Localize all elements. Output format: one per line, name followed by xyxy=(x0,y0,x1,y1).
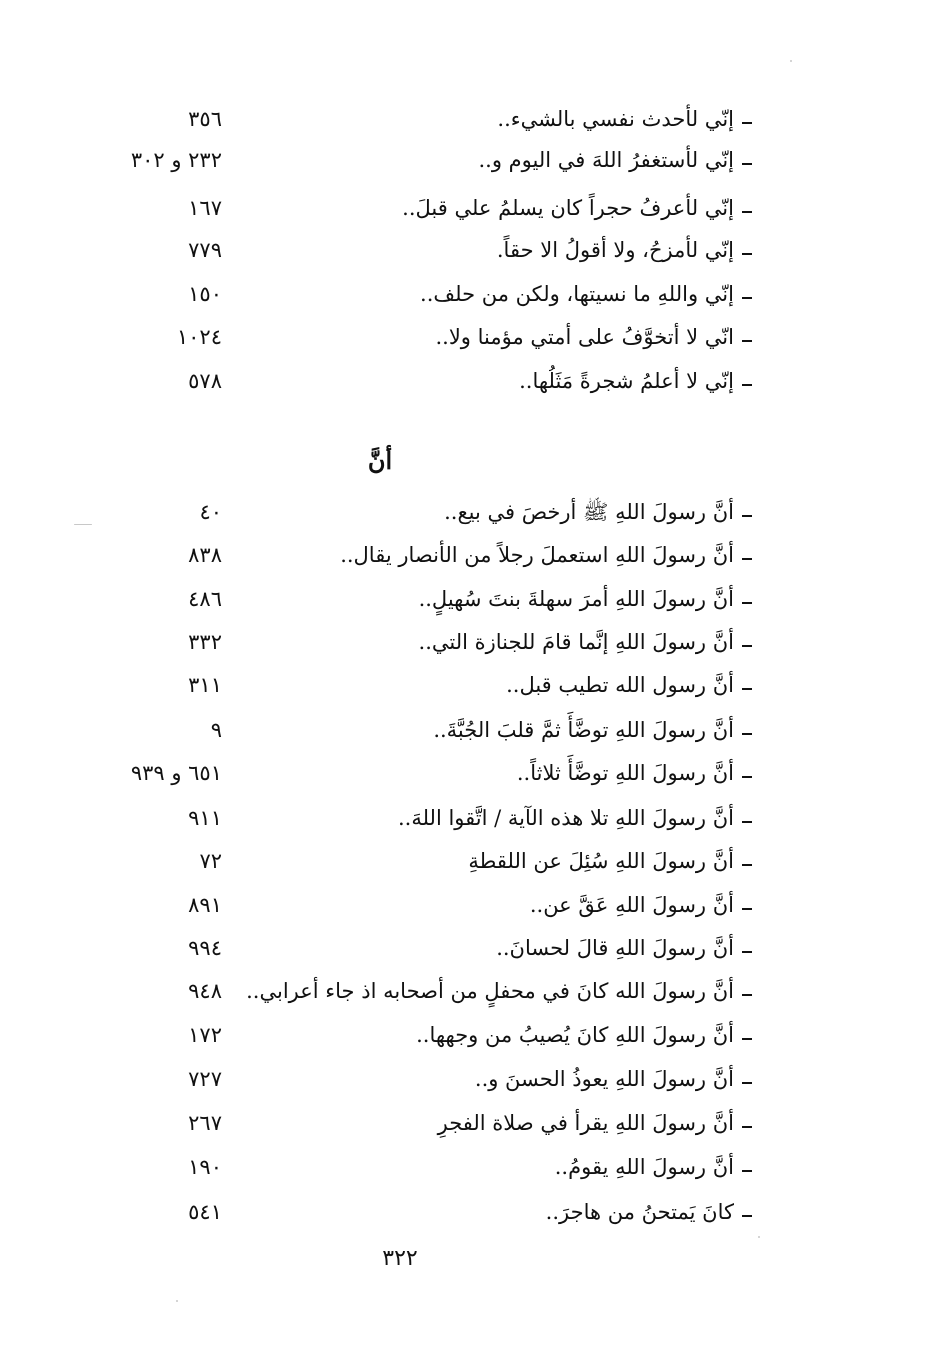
dash-marker xyxy=(742,908,752,910)
index-entry xyxy=(0,490,940,534)
scan-speck xyxy=(74,524,92,525)
entry-text: أنَّ رسولَ اللهِ إنَّما قامَ للجنازة التي.. xyxy=(419,620,752,664)
index-entry xyxy=(0,186,940,230)
dash-marker xyxy=(742,384,752,386)
dash-marker xyxy=(742,163,752,165)
dash-marker xyxy=(742,340,752,342)
dash-marker xyxy=(742,211,752,213)
index-entry xyxy=(0,620,940,664)
entry-text: انّي لا أتخوَّفُ على أمتي مؤمنا ولا.. xyxy=(435,315,752,359)
entry-text: أنَّ رسولَ اللهِ توضَّأَ ثلاثاً.. xyxy=(517,751,752,795)
dash-marker xyxy=(742,994,752,996)
entry-text: أنَّ رسولَ اللهِ استعملَ رجلاً من الأنصار يقال.. xyxy=(340,533,752,577)
entry-page-ref: ٢٦٧ xyxy=(188,1111,222,1135)
dash-marker xyxy=(742,558,752,560)
dash-marker xyxy=(742,864,752,866)
scan-speck xyxy=(790,60,792,62)
index-entry xyxy=(0,533,940,577)
entry-text: إنّي لأعرفُ حجراً كان يسلمُ علي قبلَ.. xyxy=(402,186,752,230)
dash-marker xyxy=(742,1170,752,1172)
dash-marker xyxy=(742,1082,752,1084)
index-entry xyxy=(0,663,940,707)
index-entry xyxy=(0,228,940,272)
entry-page-ref: ٩ xyxy=(210,718,222,742)
index-entry xyxy=(0,1057,940,1101)
dash-marker xyxy=(742,297,752,299)
entry-text: أنَّ رسولَ اللهِ ﷺ أرخصَ في بيع.. xyxy=(444,490,752,534)
entry-page-ref: ٨٩١ xyxy=(188,893,222,917)
entry-text: أنَّ رسولَ اللهِ قالَ لحسانَ.. xyxy=(496,926,752,970)
index-entry xyxy=(0,839,940,883)
index-entry xyxy=(0,97,940,141)
index-entry xyxy=(0,1101,940,1145)
entry-text: أنَّ رسولَ اللهِ يقرأ في صلاة الفجرِ xyxy=(438,1101,752,1145)
entry-page-ref: ١٦٧ xyxy=(188,196,222,220)
entry-text: كانَ يَمتحنُ من هاجرَ.. xyxy=(546,1190,752,1234)
entry-page-ref: ٥٤١ xyxy=(188,1200,222,1224)
entry-page-ref: ١٠٢٤ xyxy=(176,325,222,349)
entry-page-ref: ٢٣٢ و ٣٠٢ xyxy=(130,148,222,172)
entry-page-ref: ٩٤٨ xyxy=(188,979,222,1003)
index-entry xyxy=(0,1145,940,1189)
entry-page-ref: ٧٧٩ xyxy=(188,238,222,262)
entry-text: أنَّ رسولَ اللهِ عَقَّ عن.. xyxy=(530,883,752,927)
entry-page-ref: ٦٥١ و ٩٣٩ xyxy=(130,761,222,785)
dash-marker xyxy=(742,602,752,604)
index-entry xyxy=(0,926,940,970)
entry-text: أنَّ رسولَ اللهِ سُئِلَ عن اللقطةِ xyxy=(468,839,752,883)
section-heading: أنَّ xyxy=(367,446,393,475)
entry-page-ref: ٩٩٤ xyxy=(188,936,222,960)
entry-page-ref: ١٧٢ xyxy=(188,1023,222,1047)
entry-page-ref: ١٥٠ xyxy=(188,282,222,306)
index-entry xyxy=(0,577,940,621)
page-number: ٣٢٢ xyxy=(382,1246,418,1271)
index-entry xyxy=(0,796,940,840)
dash-marker xyxy=(742,122,752,124)
entry-text: أنَّ رسولَ اللهِ أمرَ سهلةَ بنتَ سُهيلٍ.. xyxy=(419,577,752,621)
entry-page-ref: ٨٣٨ xyxy=(188,543,222,567)
entry-page-ref: ٥٧٨ xyxy=(188,369,222,393)
entry-text: أنَّ رسول الله تطيب قبل.. xyxy=(506,663,752,707)
entry-page-ref: ٣٣٢ xyxy=(188,630,222,654)
entry-text: أنَّ رسولَ الله كانَ في محفلٍ من أصحابه اذ جاء أعرابي.. xyxy=(246,969,752,1013)
dash-marker xyxy=(742,515,752,517)
entry-text: إنّي واللهِ ما نسيتها، ولكن من حلف.. xyxy=(420,272,752,316)
index-entry xyxy=(0,1190,940,1234)
index-entry xyxy=(0,359,940,403)
dash-marker xyxy=(742,1215,752,1217)
dash-marker xyxy=(742,645,752,647)
dash-marker xyxy=(742,688,752,690)
entry-text: أنَّ رسولَ اللهِ يعوذُ الحسنَ و.. xyxy=(475,1057,752,1101)
dash-marker xyxy=(742,1038,752,1040)
index-entry xyxy=(0,315,940,359)
index-entry xyxy=(0,272,940,316)
entry-text: أنَّ رسولَ اللهِ كانَ يُصيبُ من وجهها.. xyxy=(416,1013,752,1057)
entry-text: أنَّ رسولَ اللهِ توضَّأَ ثمَّ قلبَ الجُبَّةَ.. xyxy=(433,708,752,752)
dash-marker xyxy=(742,733,752,735)
scan-speck xyxy=(176,1300,178,1302)
entry-page-ref: ٣٥٦ xyxy=(188,107,222,131)
index-entry xyxy=(0,708,940,752)
entry-text: أنَّ رسولَ اللهِ يقومُ.. xyxy=(555,1145,752,1189)
dash-marker xyxy=(742,776,752,778)
entry-text: إنّي لا أعلمُ شجرةً مَثَلُها.. xyxy=(519,359,752,403)
index-entry xyxy=(0,1013,940,1057)
scan-speck xyxy=(758,1236,760,1238)
entry-page-ref: ٣١١ xyxy=(188,673,222,697)
entry-page-ref: ٧٢ xyxy=(199,849,222,873)
entry-page-ref: ٩١١ xyxy=(188,806,222,830)
entry-text: إنّي لأستغفرُ اللهَ في اليوم و.. xyxy=(478,138,752,182)
entry-page-ref: ٧٢٧ xyxy=(188,1067,222,1091)
entry-page-ref: ٤٨٦ xyxy=(188,587,222,611)
entry-text: إنّي لأحدث نفسي بالشيء.. xyxy=(497,97,752,141)
entry-text: إنّي لأمزحُ، ولا أقولُ الا حقاً. xyxy=(497,228,752,272)
entry-page-ref: ٤٠ xyxy=(199,500,222,524)
dash-marker xyxy=(742,1126,752,1128)
dash-marker xyxy=(742,253,752,255)
dash-marker xyxy=(742,821,752,823)
index-entry xyxy=(0,883,940,927)
dash-marker xyxy=(742,951,752,953)
index-entry xyxy=(0,969,940,1013)
index-entry xyxy=(0,138,940,182)
entry-text: أنَّ رسولَ اللهِ تلا هذه الآية / اتَّقوا اللهَ.. xyxy=(398,796,752,840)
entry-page-ref: ١٩٠ xyxy=(188,1155,222,1179)
index-entry xyxy=(0,751,940,795)
